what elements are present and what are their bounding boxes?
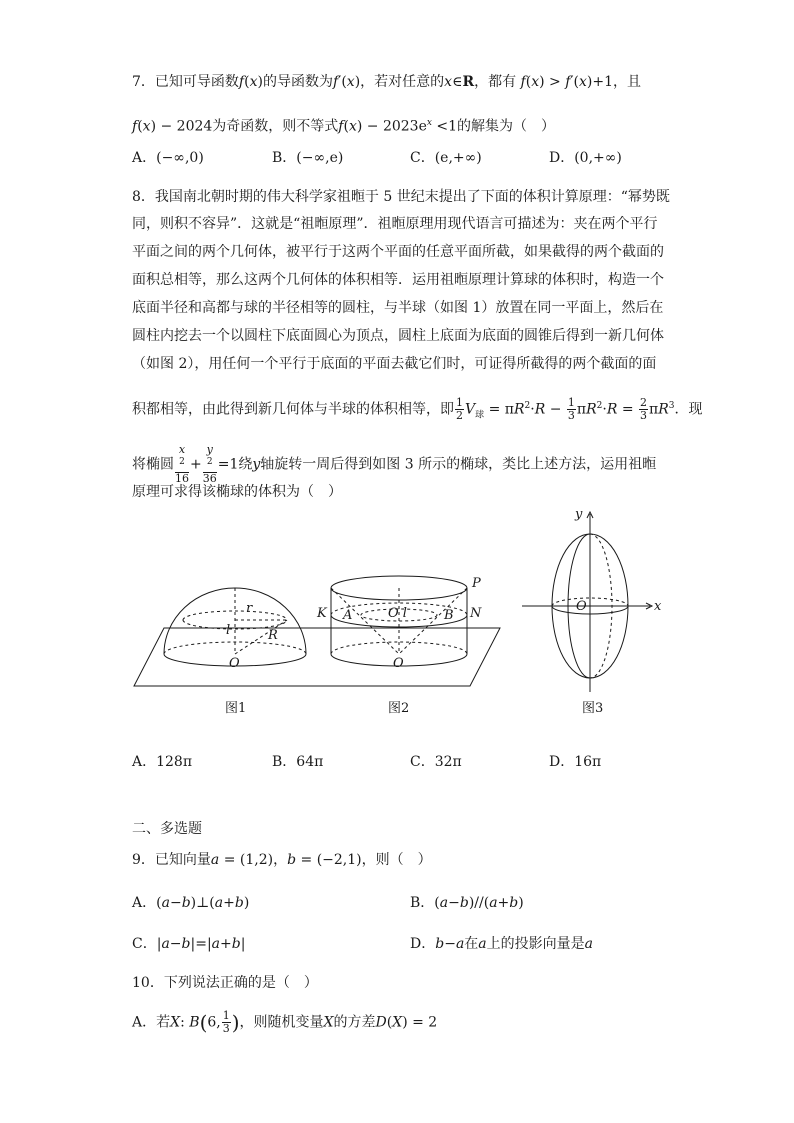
- q9-option-b[interactable]: B．(a−b)//(a+b): [410, 895, 524, 911]
- q10-text: A．若: [132, 1014, 171, 1031]
- q8-text: 绕: [238, 456, 253, 473]
- hemisphere-figure: [164, 588, 306, 666]
- option-letter: C．: [132, 936, 157, 952]
- math: f: [332, 74, 339, 90]
- q8-text: ．现: [674, 401, 703, 418]
- label-K: K: [317, 606, 327, 621]
- label-Ol: O l: [388, 606, 407, 621]
- q7-option-b[interactable]: B．(−∞,e): [272, 150, 344, 166]
- q8-option-a[interactable]: A．128π: [132, 754, 193, 770]
- q7-line1: 7．已知可导函数f(x)的导函数为f′(x)，若对任意的x∈R，都有 f(x) > f′(x)+1，且: [132, 74, 642, 90]
- q7-line2: f(x) − 2024为奇函数，则不等式$f(x) - 2023e^x <1$的解集为（ ）: [132, 118, 556, 135]
- option-letter: B．: [410, 895, 435, 911]
- label-N: N: [470, 606, 482, 621]
- caption-fig2: 图2: [388, 701, 410, 716]
- label-A: A: [343, 608, 353, 623]
- q8-line: 平面之间的两个几何体，被平行于这两个平面的任意平面所截，如果截得的两个截面的: [132, 244, 664, 260]
- section-title: 二、多选题: [132, 821, 202, 837]
- q9-text: 9．已知向量: [132, 852, 211, 868]
- q8-text: 积都相等，由此得到新几何体与半球的体积相等，即: [132, 401, 454, 418]
- q7-text: 7．已知可导函数: [132, 74, 239, 90]
- label-O3: O: [576, 599, 587, 614]
- q8-line: （如图 2），用任何一个平行于底面的平面去截它们时，可证得所截得的两个截面的面: [132, 356, 657, 372]
- option-letter: D．: [410, 936, 436, 952]
- q10-text: ，则随机变量: [239, 1014, 324, 1031]
- q10-option-a[interactable]: A．若X: B(6, $\frac{1}{3}$ )，则随机变量X的方差D(X) = 2: [132, 1009, 438, 1035]
- q10-text: 的方差: [333, 1014, 376, 1031]
- q9-line: 9．已知向量a = (1,2)，b = (−2,1)，则（ ）: [132, 852, 432, 868]
- q8-line: 面积总相等，那么这两个几何体的体积相等．运用祖暅原理计算球的体积时，构造一个: [132, 272, 664, 288]
- q7-text: 的导函数为: [262, 74, 333, 90]
- q7-text: ，且: [613, 74, 642, 90]
- q8-option-b[interactable]: B．64π: [272, 754, 324, 770]
- q8-text: 轴旋转一周后得到如图 3 所示的椭球，类比上述方法，运用祖暅: [260, 456, 657, 473]
- label-P: P: [472, 576, 481, 591]
- label-x: x: [654, 599, 662, 614]
- label-O1: O: [229, 656, 240, 671]
- q8-line: 原理可求得该椭球的体积为（ ）: [132, 484, 342, 500]
- q7-option-a[interactable]: A．(−∞,0): [132, 150, 204, 166]
- caption-fig1: 图1: [225, 701, 247, 716]
- q8-line9: 将椭圆 x $^2$ 16 + y $^2$ 36 =1绕y轴旋转一周后得到如图 3 所示的椭球，类比上述方法，运用祖暅: [132, 443, 657, 485]
- q7-text: ，都有: [474, 74, 517, 90]
- q10-line: 10．下列说法正确的是（ ）: [132, 975, 318, 991]
- q7-text: ，若对任意的: [360, 74, 445, 90]
- q7-option-d[interactable]: D．(0,+∞): [549, 150, 622, 166]
- label-y: y: [575, 507, 583, 522]
- label-l: l: [226, 623, 231, 638]
- math: x: [444, 74, 453, 90]
- label-r: r: [246, 601, 253, 616]
- q7-option-c[interactable]: C．(e,+∞): [410, 150, 482, 166]
- option-letter: A．: [132, 895, 157, 911]
- q7-text: 为奇函数，则不等式: [212, 118, 339, 135]
- q8-line: 圆柱内挖去一个以圆柱下底面圆心为顶点，圆柱上底面为底面的圆锥后得到一新几何体: [132, 328, 664, 344]
- q8-line: 8．我国南北朝时期的伟大科学家祖暅于 5 世纪末提出了下面的体积计算原理：“幂势既: [132, 189, 670, 205]
- q8-text: 将椭圆: [132, 456, 174, 473]
- q9-text: ，则（ ）: [361, 852, 432, 868]
- q9-text: 上的投影向量是: [486, 936, 585, 952]
- math: f: [238, 74, 245, 90]
- q8-option-c[interactable]: C．32π: [410, 754, 462, 770]
- q8-line8: 积都相等，由此得到新几何体与半球的体积相等，即 $\frac{1}{2}$ $V_球 = \pi R^2\cdot R$ − $\frac{1}{3}$ $\pi R^2\cdot R$ = $\frac{2}{3}$ $\pi R^3$．现: [132, 396, 703, 423]
- caption-fig3: 图3: [582, 701, 604, 716]
- ellipsoid-figure: [522, 512, 652, 692]
- q9-option-c[interactable]: C．|a−b|=|a+b|: [132, 936, 246, 952]
- q7-text: 的解集为（ ）: [457, 118, 556, 135]
- q9-option-a[interactable]: A．(a−b)⊥(a+b): [132, 895, 250, 911]
- q8-line: 底面半径和高都与球的半径相等的圆柱，与半球（如图 1）放置在同一平面上，然后在: [132, 300, 664, 316]
- label-R: R: [268, 628, 278, 643]
- q9-option-d[interactable]: D．b−a在a上的投影向量是a: [410, 936, 594, 952]
- q8-option-d[interactable]: D．16π: [549, 754, 602, 770]
- label-O2: O: [393, 656, 404, 671]
- label-B: B: [444, 608, 454, 623]
- base-plane: [134, 628, 500, 686]
- q8-line: 同，则积不容异”．这就是“祖暅原理”．祖暅原理用现代语言可描述为：夹在两个平行: [132, 216, 658, 232]
